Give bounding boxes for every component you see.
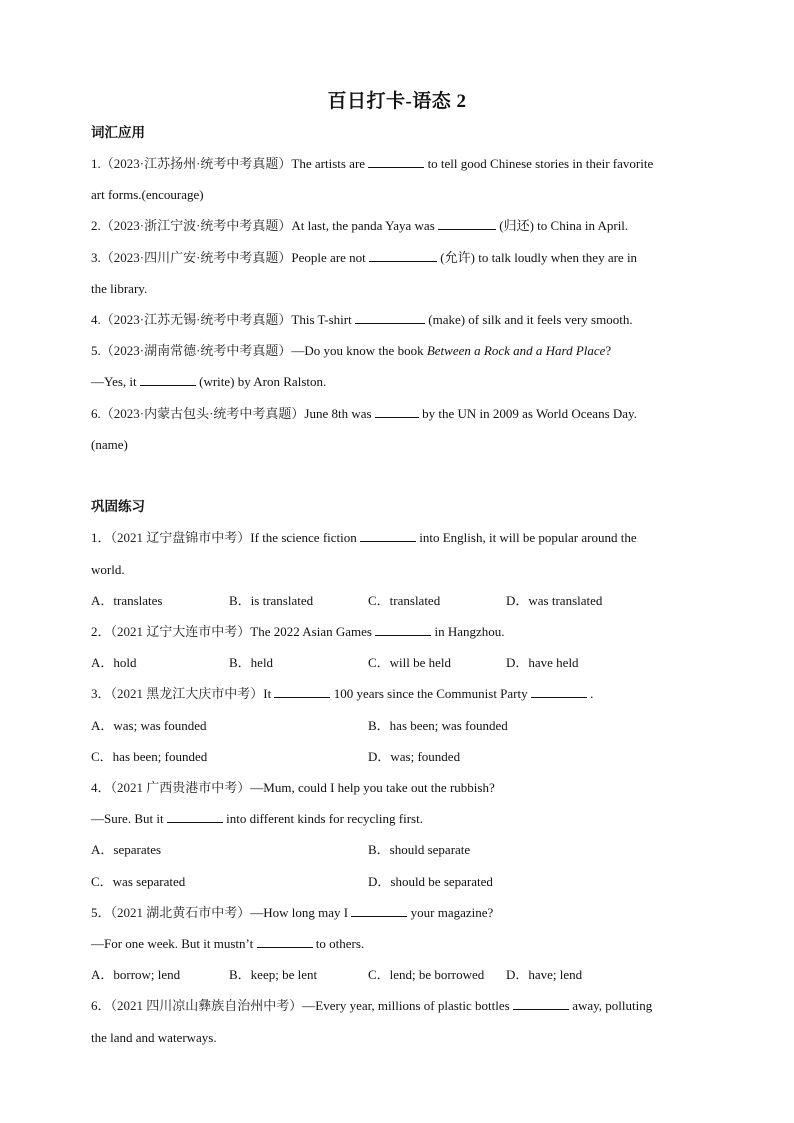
option-d[interactable]: D．have held — [506, 655, 579, 670]
question-text: People are not — [291, 250, 370, 265]
practice-question-1 — [91, 529, 637, 547]
question-text-end: (归还) to China in April. — [496, 218, 629, 233]
question-text: If the science fiction — [250, 530, 361, 545]
page-title: 百日打卡-语态 2 — [327, 91, 467, 112]
answer-line-end: (write) by Aron Ralston. — [195, 374, 327, 389]
option-a[interactable]: A．borrow; lend — [91, 967, 181, 982]
question-text-end: to tell good Chinese stories in their favorite — [424, 156, 654, 171]
option-d[interactable]: D．have; lend — [506, 967, 583, 982]
question-text: The artists are — [291, 156, 369, 171]
question-text: —How long may I — [250, 905, 352, 920]
question-number: 1． — [91, 530, 111, 545]
question-number: 3． — [91, 686, 111, 701]
question-text-end: ? — [605, 343, 612, 358]
question-source: （2023·浙江宁波·统考中考真题） — [100, 218, 292, 233]
answer-blank[interactable] — [375, 623, 431, 636]
vocab-question-2 — [91, 217, 628, 235]
question-text: It — [263, 686, 275, 701]
question-text: At last, the panda Yaya was — [291, 218, 439, 233]
section-heading-practice: 巩固练习 — [91, 499, 145, 514]
question-text-end: . — [586, 686, 594, 701]
answer-line-start: —Sure. But it — [91, 811, 167, 826]
vocab-question-3-line2: the library. — [91, 281, 148, 296]
option-c[interactable]: C．lend; be borrowed — [368, 967, 485, 982]
question-text-end: (允许) to talk loudly when they are in — [437, 250, 638, 265]
option-d[interactable]: D．was translated — [506, 593, 603, 608]
question-source: （2021 黑龙江大庆市中考） — [110, 686, 264, 701]
question-number: 6． — [91, 998, 111, 1013]
question-number: 2． — [91, 624, 111, 639]
vocab-question-1 — [91, 155, 653, 173]
option-c[interactable]: C．was separated — [91, 874, 186, 889]
section-heading-vocab: 词汇应用 — [91, 125, 145, 140]
option-d[interactable]: D．should be separated — [368, 874, 493, 889]
question-source: （2021 湖北黄石市中考） — [110, 905, 251, 920]
question-number: 4. — [91, 312, 101, 327]
question-source: （2023·四川广安·统考中考真题） — [100, 250, 292, 265]
practice-question-3 — [91, 685, 593, 703]
option-b[interactable]: B．has been; was founded — [368, 718, 508, 733]
option-b[interactable]: B．held — [229, 655, 274, 670]
question-text: This T-shirt — [291, 312, 355, 327]
answer-blank[interactable] — [257, 935, 313, 948]
option-b[interactable]: B．keep; be lent — [229, 967, 318, 982]
question-number: 4． — [91, 780, 111, 795]
book-title: Between a Rock and a Hard Place — [426, 343, 606, 358]
answer-blank-1[interactable] — [274, 685, 330, 698]
practice-question-6 — [91, 997, 652, 1015]
vocab-question-6 — [91, 405, 637, 423]
question-source: （2023·江苏无锡·统考中考真题） — [100, 312, 292, 327]
option-a[interactable]: A．was; was founded — [91, 718, 207, 733]
question-source: （2021 四川凉山彝族自治州中考） — [110, 998, 303, 1013]
option-c[interactable]: C．has been; founded — [91, 749, 208, 764]
question-text: —Every year, millions of plastic bottles — [302, 998, 513, 1013]
option-d[interactable]: D．was; founded — [368, 749, 461, 764]
practice-question-4 — [91, 779, 495, 797]
option-a[interactable]: A．hold — [91, 655, 137, 670]
question-number: 5． — [91, 905, 111, 920]
answer-line-start: —For one week. But it mustn’t — [91, 936, 257, 951]
answer-line-end: into different kinds for recycling first. — [222, 811, 423, 826]
vocab-question-3 — [91, 249, 637, 267]
question-source: （2023·江苏扬州·统考中考真题） — [100, 156, 292, 171]
answer-blank[interactable] — [513, 997, 569, 1010]
question-source: （2023·湖南常德·统考中考真题） — [100, 343, 292, 358]
answer-blank[interactable] — [355, 311, 425, 324]
question-text-end: your magazine? — [407, 905, 494, 920]
answer-line-end: to others. — [312, 936, 365, 951]
practice-question-2 — [91, 623, 505, 641]
answer-blank[interactable] — [360, 529, 416, 542]
option-b[interactable]: B．should separate — [368, 842, 471, 857]
answer-blank[interactable] — [369, 249, 437, 262]
question-text: —Do you know the book — [291, 343, 427, 358]
practice-question-4-line2 — [91, 810, 423, 828]
option-a[interactable]: A．translates — [91, 593, 163, 608]
question-text-end: away, polluting — [568, 998, 653, 1013]
question-number: 6. — [91, 406, 101, 421]
practice-question-1-line2: world. — [91, 562, 125, 577]
answer-blank[interactable] — [140, 373, 196, 386]
question-text-end: (make) of silk and it feels very smooth. — [425, 312, 633, 327]
vocab-question-4 — [91, 311, 633, 329]
question-text: June 8th was — [304, 406, 375, 421]
vocab-question-5 — [91, 342, 611, 360]
vocab-question-6-line2: (name) — [91, 437, 128, 452]
answer-blank[interactable] — [167, 810, 223, 823]
practice-question-6-line2: the land and waterways. — [91, 1030, 217, 1045]
answer-blank[interactable] — [438, 217, 496, 230]
question-source: （2021 辽宁盘锦市中考） — [110, 530, 251, 545]
question-text: The 2022 Asian Games — [250, 624, 376, 639]
question-text-end: in Hangzhou. — [431, 624, 505, 639]
option-c[interactable]: C．translated — [368, 593, 441, 608]
question-text-mid: 100 years since the Communist Party — [330, 686, 531, 701]
answer-line-start: —Yes, it — [91, 374, 140, 389]
option-a[interactable]: A．separates — [91, 842, 162, 857]
vocab-question-1-line2: art forms.(encourage) — [91, 187, 204, 202]
answer-blank[interactable] — [375, 405, 419, 418]
vocab-question-5-line2 — [91, 373, 326, 391]
question-source: （2021 辽宁大连市中考） — [110, 624, 251, 639]
question-number: 5. — [91, 343, 101, 358]
question-text-end: by the UN in 2009 as World Oceans Day. — [418, 406, 637, 421]
question-number: 3. — [91, 250, 101, 265]
question-number: 2. — [91, 218, 101, 233]
answer-blank-2[interactable] — [531, 685, 587, 698]
question-number: 1. — [91, 156, 101, 171]
answer-blank[interactable] — [351, 904, 407, 917]
question-text: —Mum, could I help you take out the rubbish? — [250, 780, 495, 795]
practice-question-5 — [91, 904, 493, 922]
option-b[interactable]: B．is translated — [229, 593, 314, 608]
practice-question-5-line2 — [91, 935, 364, 953]
question-source: （2023·内蒙古包头·统考中考真题） — [100, 406, 305, 421]
option-c[interactable]: C．will be held — [368, 655, 452, 670]
answer-blank[interactable] — [368, 155, 424, 168]
question-source: （2021 广西贵港市中考） — [110, 780, 251, 795]
question-text-end: into English, it will be popular around the — [416, 530, 637, 545]
